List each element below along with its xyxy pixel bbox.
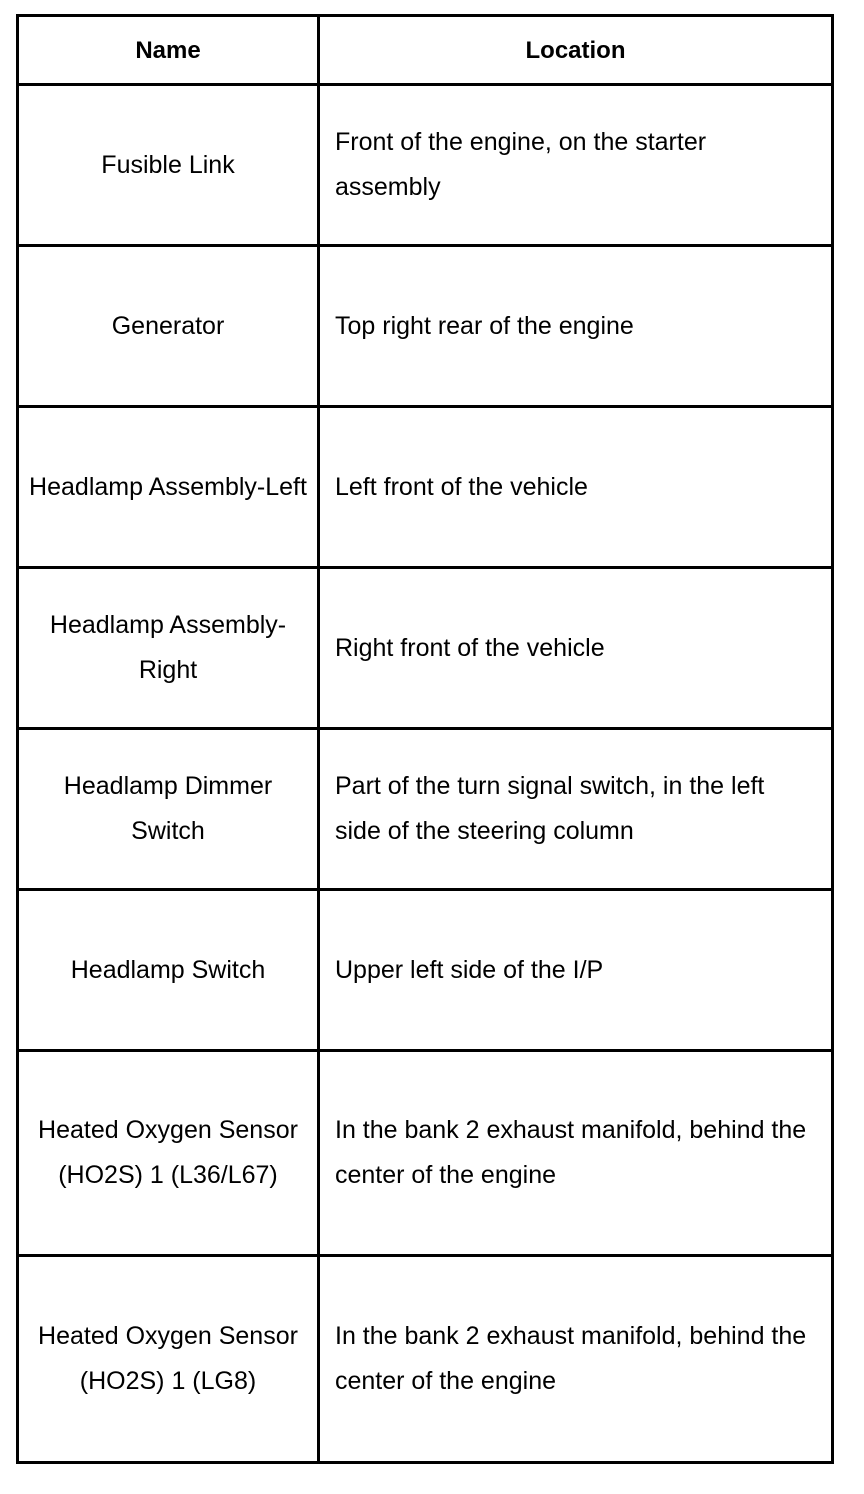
name-cell: Heated Oxygen Sensor (HO2S) 1 (L36/L67) (18, 1051, 319, 1256)
component-location-table-container (16, 14, 831, 1464)
name-cell: Headlamp Dimmer Switch (18, 729, 319, 890)
table-row (18, 1051, 833, 1256)
table-row (18, 1256, 833, 1463)
location-cell: Front of the engine, on the starter assembly (319, 85, 833, 246)
column-header-name: Name (18, 16, 319, 85)
table-row (18, 246, 833, 407)
table-row (18, 729, 833, 890)
component-location-table (16, 14, 834, 1464)
name-cell: Heated Oxygen Sensor (HO2S) 1 (LG8) (18, 1256, 319, 1463)
table-header-row (18, 16, 833, 85)
column-header-location: Location (319, 16, 833, 85)
table-row (18, 890, 833, 1051)
name-cell: Headlamp Switch (18, 890, 319, 1051)
name-cell: Fusible Link (18, 85, 319, 246)
name-cell: Headlamp Assembly-Right (18, 568, 319, 729)
location-cell: In the bank 2 exhaust manifold, behind the center of the engine (319, 1051, 833, 1256)
name-cell: Headlamp Assembly-Left (18, 407, 319, 568)
location-cell: Upper left side of the I/P (319, 890, 833, 1051)
location-cell: Left front of the vehicle (319, 407, 833, 568)
location-cell: Part of the turn signal switch, in the left side of the steering column (319, 729, 833, 890)
table-row (18, 407, 833, 568)
name-cell: Generator (18, 246, 319, 407)
location-cell: Right front of the vehicle (319, 568, 833, 729)
location-cell: In the bank 2 exhaust manifold, behind the center of the engine (319, 1256, 833, 1463)
location-cell: Top right rear of the engine (319, 246, 833, 407)
table-row (18, 568, 833, 729)
table-row (18, 85, 833, 246)
